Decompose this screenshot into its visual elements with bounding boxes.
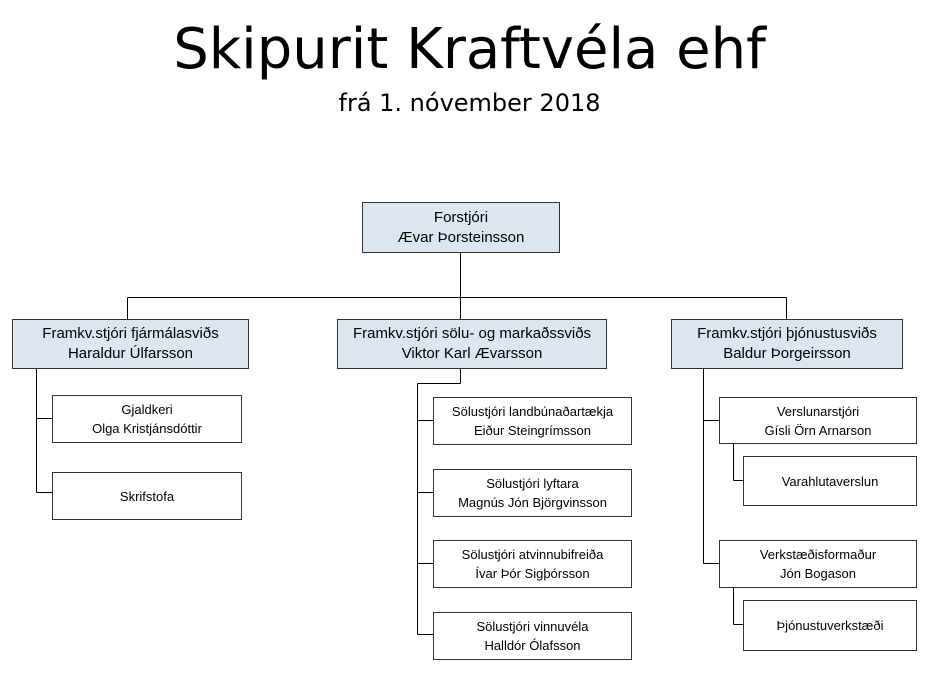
sales-director-role: Framkv.stjóri sölu- og markaðssviðs [352,325,592,342]
treasurer-name: Olga Kristjánsdóttir [92,421,202,436]
workshop-foreman-name: Jón Bogason [780,566,856,581]
ceo-name: Ævar Þorsteinsson [397,228,525,246]
machinery-sales-manager-role: Sölustjóri vinnuvéla [476,619,589,634]
finance-director-name: Haraldur Úlfarsson [67,345,194,362]
forklift-sales-manager-role: Sölustjóri lyftara [486,476,579,491]
machinery-sales-manager-name: Halldór Ólafsson [484,638,581,653]
sales-director-name: Viktor Karl Ævarsson [401,345,543,362]
store-manager-name: Gísli Örn Arnarson [764,422,872,438]
parts-store-box [743,456,917,506]
service-workshop-box [743,600,917,651]
agri-sales-manager-role: Sölustjóri landbúnaðartækja [451,404,614,419]
forklift-sales-manager-name: Magnús Jón Björgvinsson [458,495,607,510]
chart-subtitle: frá 1. nóvember 2018 [338,89,601,117]
commercial-vehicle-sales-manager-name: Ívar Þór Sigþórsson [475,566,590,581]
store-manager-box [719,397,917,444]
ceo-box [362,202,560,253]
chart-title: Skipurit Kraftvéla ehf [173,17,766,82]
service-director-role: Framkv.stjóri þjónustusviðs [697,325,877,342]
ceo-role: Forstjóri [433,208,489,226]
service-director-name: Baldur Þorgeirsson [723,345,851,362]
agri-sales-manager-name: Eiður Steingrímsson [473,423,592,438]
service-workshop-label: Þjónustuverkstæði [776,618,884,633]
treasurer-box [52,395,242,443]
machinery-sales-manager-box [433,612,632,660]
sales-director-box [337,319,607,369]
service-director-box [671,319,903,369]
office-role: Skrifstofa [119,488,175,504]
commercial-vehicle-sales-manager-role: Sölustjóri atvinnubifreiða [461,547,604,562]
finance-director-box [12,319,249,369]
finance-director-role: Framkv.stjóri fjármálasviðs [42,325,219,342]
office-box [52,472,242,520]
commercial-vehicle-sales-manager-box [433,540,632,588]
workshop-foreman-box [719,540,917,588]
agri-sales-manager-box [433,397,632,445]
parts-store-label: Varahlutaverslun [781,473,879,489]
treasurer-role: Gjaldkeri [121,402,173,417]
forklift-sales-manager-box [433,469,632,517]
store-manager-role: Verslunarstjóri [776,403,860,419]
workshop-foreman-role: Verkstæðisformaður [759,547,877,562]
